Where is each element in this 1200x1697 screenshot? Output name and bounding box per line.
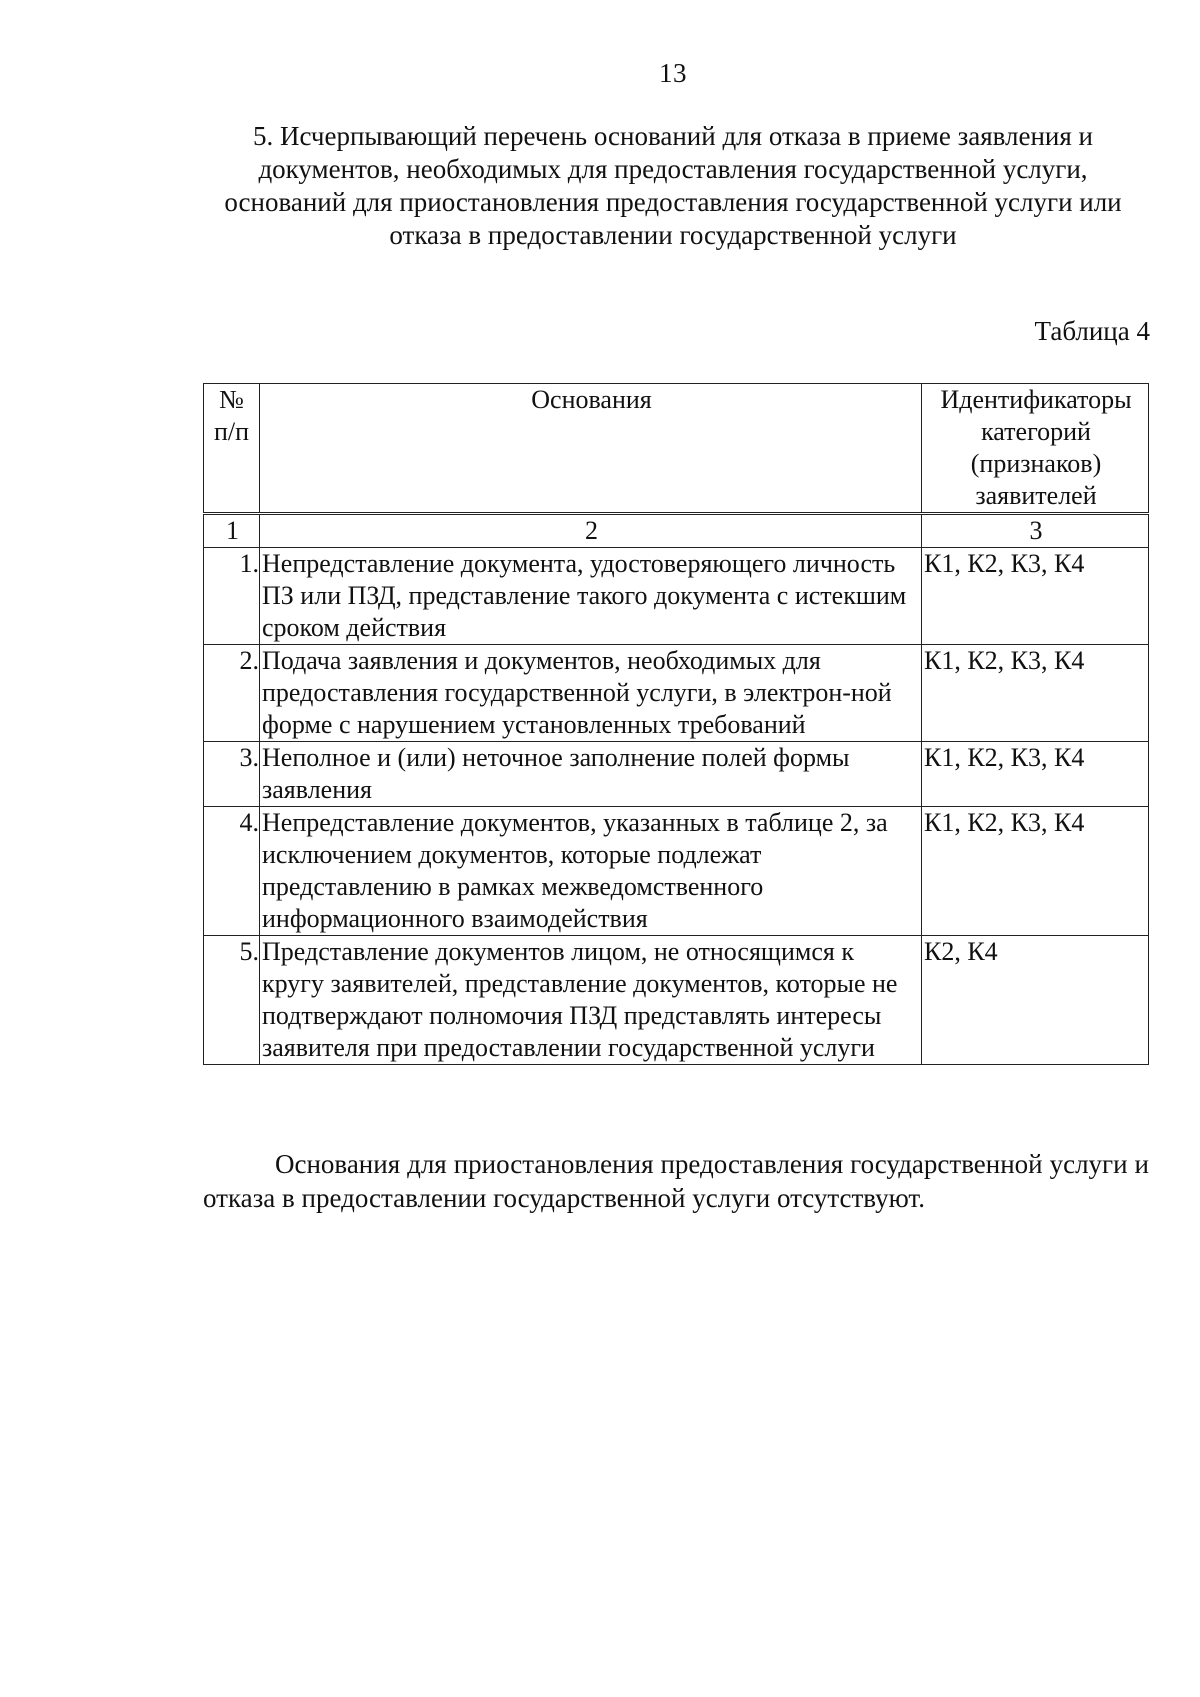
row-number: 2. <box>204 645 260 742</box>
row-grounds: Подача заявления и документов, необходимых для предоставления государственной услуги, в электрон-ной форме с нарушением установленных требований <box>260 645 922 742</box>
row-ids: К1, К2, К3, К4 <box>922 645 1149 742</box>
column-number: 2 <box>260 514 922 548</box>
row-grounds: Непредставление документов, указанных в таблице 2, за исключением документов, которые подлежат представлению в рамках межведомственного информационного взаимодействия <box>260 807 922 936</box>
row-ids: К1, К2, К3, К4 <box>922 742 1149 807</box>
row-number: 1. <box>204 548 260 645</box>
grounds-table <box>203 383 1149 1065</box>
table-header-row <box>204 384 1149 514</box>
row-ids: К1, К2, К3, К4 <box>922 548 1149 645</box>
row-number: 5. <box>204 936 260 1065</box>
table-row <box>204 742 1149 807</box>
table-caption: Таблица 4 <box>1034 316 1150 346</box>
section-heading: 5. Исчерпывающий перечень оснований для отказа в приеме заявления и документов, необходимых для предоставления государственной услуги, оснований для приостановления предоставления государственной услуги или отказа в предоставлении государственной услуги <box>224 121 1122 250</box>
header-grounds: Основания <box>260 384 922 514</box>
row-grounds: Представление документов лицом, не относящимся к кругу заявителей, представление документов, которые не подтверждают полномочия ПЗД представлять интересы заявителя при предоставлении государственной услуги <box>260 936 922 1065</box>
row-ids: К2, К4 <box>922 936 1149 1065</box>
row-grounds: Неполное и (или) неточное заполнение полей формы заявления <box>260 742 922 807</box>
column-number: 1 <box>204 514 260 548</box>
row-ids: К1, К2, К3, К4 <box>922 807 1149 936</box>
row-number: 4. <box>204 807 260 936</box>
header-ids: Идентификаторы категорий (признаков) заявителей <box>922 384 1149 514</box>
row-grounds: Непредставление документа, удостоверяющего личность ПЗ или ПЗД, представление такого документа с истекшим сроком действия <box>260 548 922 645</box>
table-row <box>204 548 1149 645</box>
column-number: 3 <box>922 514 1149 548</box>
table-row <box>204 807 1149 936</box>
table-row <box>204 936 1149 1065</box>
page-number: 13 <box>659 58 687 88</box>
table-row <box>204 645 1149 742</box>
row-number: 3. <box>204 742 260 807</box>
header-num: № п/п <box>204 384 260 514</box>
closing-paragraph: Основания для приостановления предоставления государственной услуги и отказа в предоставлении государственной услуги отсутствуют. <box>203 1149 1149 1213</box>
column-numbers-row <box>204 514 1149 548</box>
